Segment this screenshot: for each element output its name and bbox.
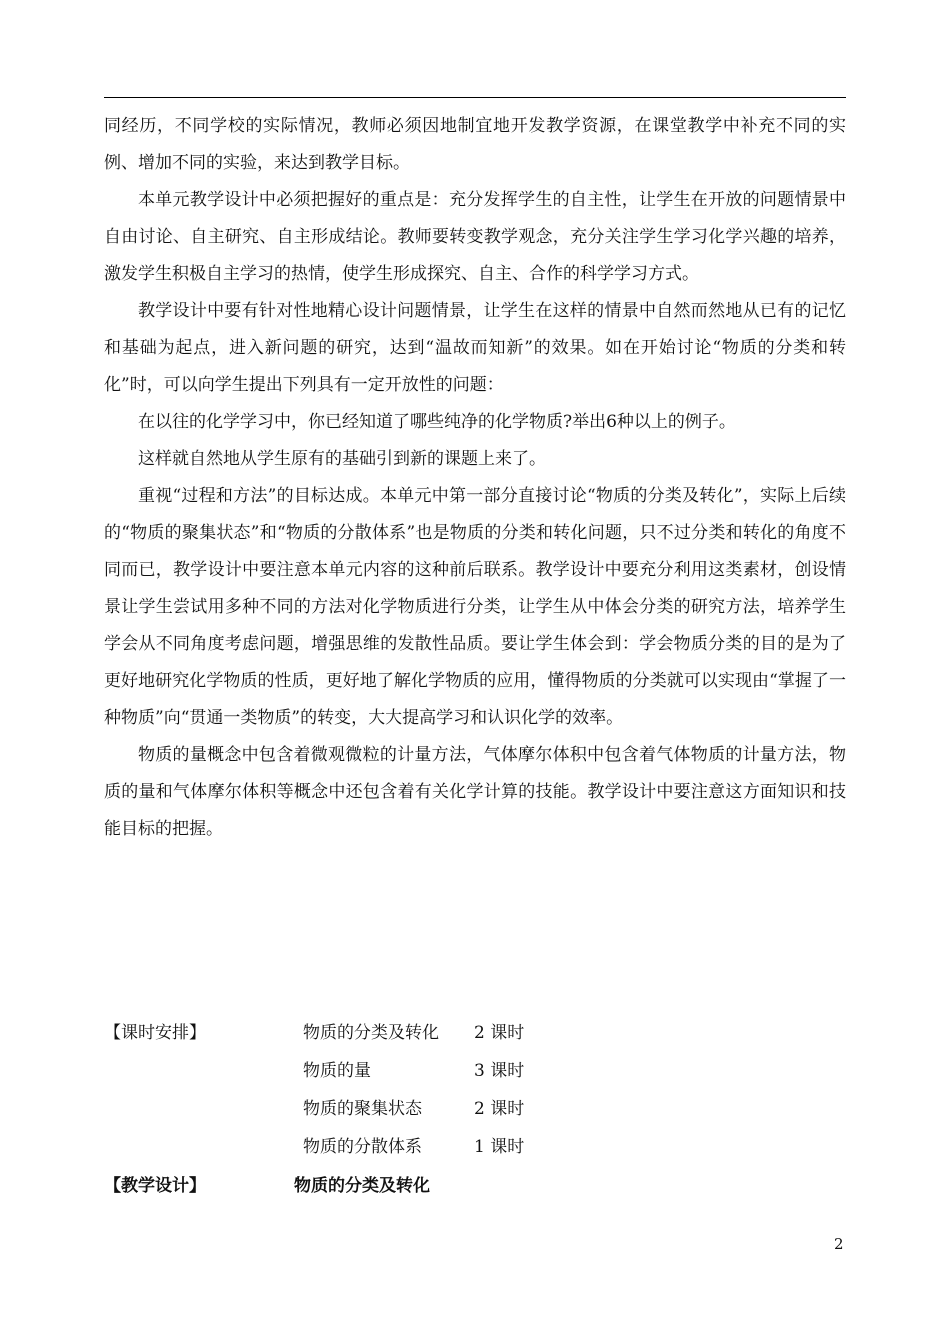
paragraph-example-question: 在以往的化学学习中，你已经知道了哪些纯净的化学物质?举出6种以上的例子。 — [138, 412, 736, 432]
design-label: 【教学设计】 — [104, 1176, 206, 1196]
teaching-design-heading — [104, 1167, 846, 1205]
schedule-topic: 物质的分类及转化 — [303, 1023, 439, 1043]
paragraph-amount-of-substance: 物质的量概念中包含着微观微粒的计量方法，气体摩尔体积中包含着气体物质的计量方法，物质的量和气体摩尔体积等概念中还包含着有关化学计算的技能。教学设计中要注意这方面知识和技能目标的把握。 — [104, 745, 846, 839]
paragraph-transition: 这样就自然地从学生原有的基础引到新的课题上来了。 — [138, 449, 546, 469]
schedule-topic: 物质的聚集状态 — [303, 1099, 422, 1119]
paragraph-teaching-focus: 本单元教学设计中必须把握好的重点是：充分发挥学生的自主性，让学生在开放的问题情景中自由讨论、自主研究、自主形成结论。教师要转变教学观念，充分关注学生学习化学兴趣的培养，激发学生积极自主学习的热情，使学生形成探究、自主、合作的科学学习方式。 — [104, 190, 846, 284]
schedule-hours: 2 课时 — [474, 1023, 525, 1043]
schedule-hours: 2 课时 — [474, 1099, 525, 1119]
schedule-row — [104, 1090, 846, 1128]
schedule-topic: 物质的分散体系 — [303, 1137, 422, 1157]
schedule-row — [104, 1128, 846, 1166]
schedule-row — [104, 1014, 846, 1052]
design-title: 物质的分类及转化 — [294, 1176, 430, 1196]
body-text — [104, 108, 846, 848]
header-rule — [104, 97, 846, 98]
schedule-hours: 3 课时 — [474, 1061, 525, 1081]
schedule-label: 【课时安排】 — [104, 1023, 206, 1043]
page-number: 2 — [834, 1235, 844, 1253]
paragraph-process-method: 重视“过程和方法”的目标达成。本单元中第一部分直接讨论“物质的分类及转化”，实际上后续的“物质的聚集状态”和“物质的分散体系”也是物质的分类和转化问题，只不过分类和转化的角度不同而已，教学设计中要注意本单元内容的这种前后联系。教学设计中要充分利用这类素材，创设情景让学生尝试用多种不同的方法对化学物质进行分类，让学生从中体会分类的研究方法，培养学生学会从不同角度考虑问题，增强思维的发散性品质。要让学生体会到：学会物质分类的目的是为了更好地研究化学物质的性质，更好地了解化学物质的应用，懂得物质的分类就可以实现由“掌握了一种物质”向“贯通一类物质”的转变，大大提高学习和认识化学的效率。 — [104, 486, 846, 728]
paragraph-continuation: 同经历，不同学校的实际情况，教师必须因地制宜地开发教学资源，在课堂教学中补充不同的实例、增加不同的实验，来达到教学目标。 — [104, 116, 846, 173]
schedule-row — [104, 1052, 846, 1090]
paragraph-problem-scenario: 教学设计中要有针对性地精心设计问题情景，让学生在这样的情景中自然而然地从已有的记忆和基础为起点，进入新问题的研究，达到“温故而知新”的效果。如在开始讨论“物质的分类和转化”时，可以向学生提出下列具有一定开放性的问题： — [104, 301, 846, 395]
schedule-topic: 物质的量 — [303, 1061, 371, 1081]
lesson-schedule — [104, 1014, 846, 1166]
schedule-hours: 1 课时 — [474, 1137, 525, 1157]
